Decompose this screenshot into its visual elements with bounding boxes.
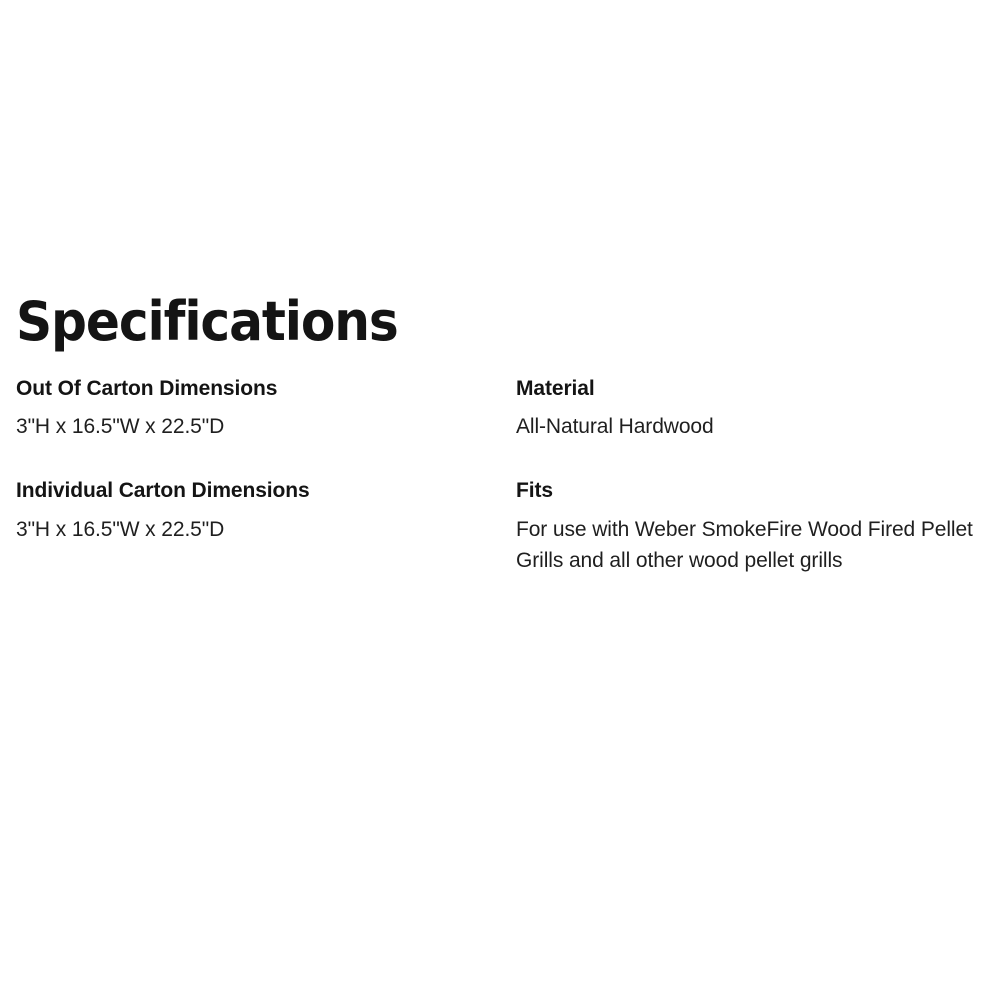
page-title: Specifications (16, 290, 398, 353)
specifications-column-left (16, 375, 516, 611)
spec-value: 3"H x 16.5"W x 22.5"D (16, 517, 225, 541)
spec-label: Individual Carton Dimensions (16, 479, 310, 503)
specifications-column-right (516, 375, 984, 611)
spec-item-out-of-carton-dimensions (16, 375, 516, 443)
spec-label: Out Of Carton Dimensions (16, 377, 278, 400)
spec-value: For use with Weber SmokeFire Wood Fired Pellet Grills and all other wood pellet grills (516, 517, 973, 573)
spec-item-fits (516, 477, 984, 577)
spec-item-material (516, 375, 984, 443)
spec-value: All-Natural Hardwood (516, 415, 714, 439)
specifications-grid (16, 375, 984, 611)
spec-value: 3"H x 16.5"W x 22.5"D (16, 415, 225, 439)
spec-item-individual-carton-dimensions (16, 477, 516, 545)
spec-label: Material (516, 377, 595, 400)
spec-label: Fits (516, 479, 553, 503)
